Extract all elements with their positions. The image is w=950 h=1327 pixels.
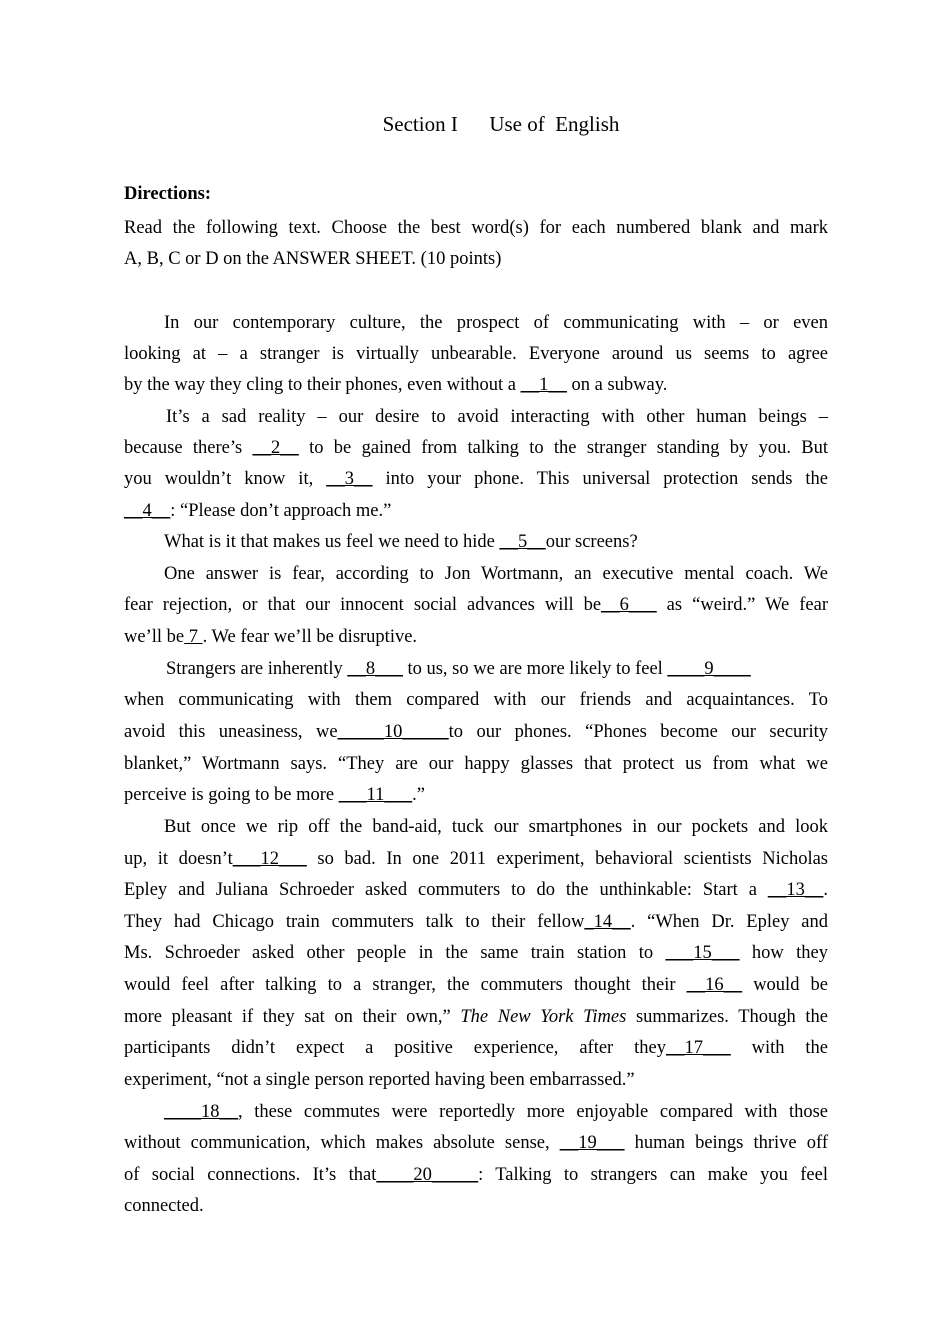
blank-3[interactable]: __3__ (326, 469, 373, 489)
text: Epley and Juliana Schroeder asked commuters to do the unthinkable: Start a (124, 880, 768, 900)
text: : Talking to strangers can make you feel (478, 1165, 828, 1185)
text: would be (742, 975, 828, 995)
text: we’ll be (124, 627, 185, 647)
p4-line-3 (124, 625, 828, 649)
text: What is it that makes us feel we need to hide (164, 532, 500, 552)
blank-19[interactable]: __19___ (559, 1133, 625, 1153)
text: because there’s (124, 438, 253, 458)
text: avoid this uneasiness, we (124, 722, 338, 742)
blank-11[interactable]: ___11___ (338, 785, 413, 805)
text: how they (739, 943, 829, 963)
p5-line-1 (166, 657, 828, 681)
blank-9[interactable]: ____9____ (667, 659, 751, 679)
text: to our phones. “Phones become our security (448, 722, 828, 742)
text: perceive is going to be more (124, 785, 339, 805)
blank-15[interactable]: ___15___ (665, 943, 740, 963)
p6-line-5 (124, 941, 828, 965)
p1-line-1: In our contemporary culture, the prospect of communicating with – or even (164, 313, 828, 333)
p6-line-6 (124, 973, 828, 997)
blank-4[interactable]: __4__ (124, 501, 171, 521)
p2-line-1: It’s a sad reality – our desire to avoid interacting with other human beings – (166, 407, 828, 427)
p5-line-3 (124, 720, 828, 744)
p7-line-2 (124, 1131, 828, 1155)
text: Strangers are inherently (166, 659, 348, 679)
text: up, it doesn’t (124, 849, 233, 869)
text: participants didn’t expect a positive experience, after they (124, 1038, 666, 1058)
text: by the way they cling to their phones, even without a (124, 375, 521, 395)
p2-line-4 (124, 499, 828, 523)
p6-line-1: But once we rip off the band-aid, tuck our smartphones in our pockets and look (164, 817, 828, 837)
p6-line-4 (124, 910, 828, 934)
text: as “weird.” We fear (656, 595, 828, 615)
text: to us, so we are more likely to feel (402, 659, 668, 679)
text: you wouldn’t know it, (124, 469, 327, 489)
p6-line-9: experiment, “not a single person reported having been embarrassed.” (124, 1070, 635, 1090)
publication-name: The New York Times (460, 1007, 627, 1027)
directions-line-1: Read the following text. Choose the best word(s) for each numbered blank and mark (124, 218, 828, 238)
text: of social connections. It’s that (124, 1165, 377, 1185)
p1-line-3 (124, 373, 828, 397)
p7-line-4: connected. (124, 1196, 204, 1216)
text: summarizes. Though the (626, 1007, 828, 1027)
text: human beings thrive off (624, 1133, 828, 1153)
blank-13[interactable]: __13__ (767, 880, 824, 900)
text: . (823, 880, 828, 900)
p7-line-1 (164, 1100, 828, 1124)
blank-14[interactable]: _14__ (584, 912, 631, 932)
text: . We fear we’ll be disruptive. (202, 627, 418, 647)
text: so bad. In one 2011 experiment, behavioral scientists Nicholas (306, 849, 828, 869)
text: our screens? (545, 532, 638, 552)
blank-10[interactable]: _____10_____ (337, 722, 449, 742)
p3-line-1 (164, 530, 828, 554)
p2-line-3 (124, 467, 828, 491)
p5-line-2: when communicating with them compared with our friends and acquaintances. To (124, 690, 828, 710)
directions-label: Directions: (124, 184, 211, 204)
text: to be gained from talking to the stranger standing by you. But (298, 438, 829, 458)
p5-line-4: blanket,” Wortmann says. “They are our happy glasses that protect us from what we (124, 754, 828, 774)
blank-18[interactable]: ____18__ (164, 1102, 238, 1122)
text: . “When Dr. Epley and (630, 912, 828, 932)
section-title: Section I Use of English (382, 112, 620, 136)
blank-1[interactable]: __1__ (520, 375, 567, 395)
blank-17[interactable]: __17___ (665, 1038, 731, 1058)
blank-12[interactable]: ___12___ (232, 849, 307, 869)
p2-line-2 (124, 436, 828, 460)
directions-line-2: A, B, C or D on the ANSWER SHEET. (10 points) (124, 249, 502, 269)
p4-line-2 (124, 593, 828, 617)
p5-line-5 (124, 783, 828, 807)
p1-line-2: looking at – a stranger is virtually unbearable. Everyone around us seems to agree (124, 344, 828, 364)
text: would feel after talking to a stranger, the commuters thought their (124, 975, 687, 995)
p6-line-3 (124, 878, 828, 902)
text: without communication, which makes absolute sense, (124, 1133, 560, 1153)
blank-2[interactable]: __2__ (252, 438, 299, 458)
text: : “Please don’t approach me.” (170, 501, 392, 521)
text: more pleasant if they sat on their own,” (124, 1007, 461, 1027)
blank-16[interactable]: __16__ (686, 975, 743, 995)
blank-20[interactable]: ____20_____ (376, 1165, 479, 1185)
p7-line-3 (124, 1163, 828, 1187)
text: , these commutes were reportedly more enjoyable compared with those (238, 1102, 828, 1122)
blank-6[interactable]: __6___ (601, 595, 657, 615)
text: They had Chicago train commuters talk to their fellow (124, 912, 585, 932)
p6-line-2 (124, 847, 828, 871)
blank-8[interactable]: __8___ (347, 659, 403, 679)
p6-line-7 (124, 1005, 828, 1029)
p6-line-8 (124, 1036, 828, 1060)
blank-5[interactable]: __5__ (499, 532, 546, 552)
text: fear rejection, or that our innocent social advances will be (124, 595, 602, 615)
text: Ms. Schroeder asked other people in the same train station to (124, 943, 666, 963)
blank-7[interactable]: 7 (184, 627, 203, 647)
text: on a subway. (566, 375, 668, 395)
text: .” (412, 785, 425, 805)
text: with the (730, 1038, 828, 1058)
text: into your phone. This universal protection sends the (372, 469, 828, 489)
p4-line-1: One answer is fear, according to Jon Wortmann, an executive mental coach. We (164, 564, 828, 584)
